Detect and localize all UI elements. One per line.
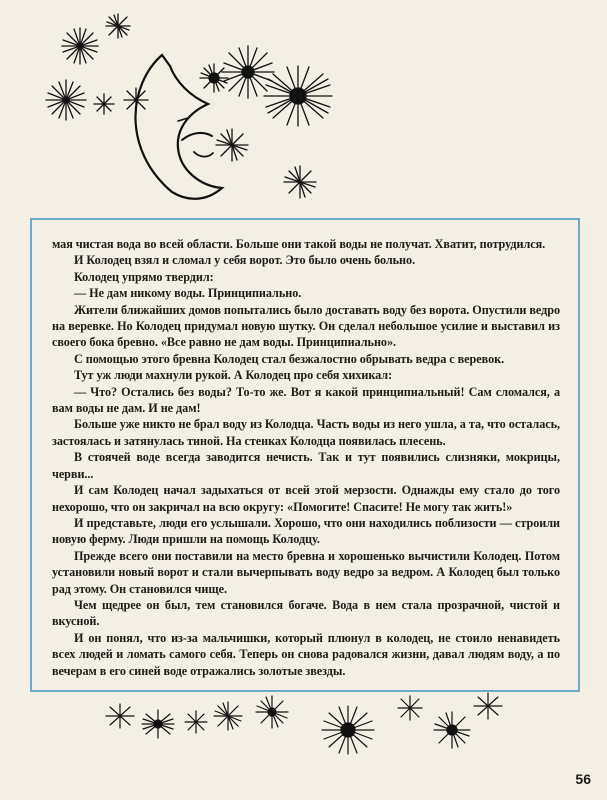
- paragraph: И представьте, люди его услышали. Хорошо, что они находились поблизости — строили новую ферму. Люди пришли на помощь Колодцу.: [52, 515, 560, 547]
- paragraph: И Колодец взял и сломал у себя ворот. Это было очень больно.: [74, 253, 416, 268]
- star-icon: [106, 704, 134, 728]
- star-icon: [398, 696, 422, 720]
- star-icon: [284, 166, 316, 198]
- paragraph: — Не дам никому воды. Принципиально.: [74, 286, 302, 301]
- star-icon: [216, 129, 248, 161]
- paragraph: Чем щедрее он был, тем становился богаче. Вода в нем стала прозрачной, чистой и вкусной.: [52, 597, 560, 629]
- paragraph: Жители ближайших домов попытались было доставать воду без ворота. Опустили ведро на веревке. Но Колодец придумал новую шутку. Он сделал небольшое усилие и выставил из своего бока бревно. «Все равно не дам воды. Принципиально».: [52, 302, 560, 350]
- paragraph: Прежде всего они поставили на место бревна и хорошенько вычистили Колодец. Потом установили новый ворот и стали вычерпывать воду ведро за ведром. А Колодец был только рад этому. Он становился чище.: [52, 548, 560, 596]
- paragraph: И он понял, что из-за мальчишки, который плюнул в колодец, не стоило ненавидеть всех людей и ломать самого себя. Теперь он снова радовался жизни, давал людям воду, а по вечерам в его синей воде отражались золотые звезды.: [52, 630, 560, 678]
- moon-and-stars-illustration: [0, 0, 607, 215]
- paragraph: И сам Колодец начал задыхаться от всей этой мерзости. Однажды ему стало до того нехорошо, что он закричал на всю округу: «Помогите! Спасите! Не могу так жить!»: [52, 483, 560, 514]
- star-icon: [124, 88, 148, 112]
- paragraph: С помощью этого бревна Колодец стал безжалостно обрывать ведра с веревок.: [74, 351, 505, 366]
- paragraph: мая чистая вода во всей области. Больше они такой воды не получат. Хватит, потрудился.: [52, 237, 546, 251]
- paragraph: В стоячей воде всегда заводится нечисть. Так и тут появились слизняки, мокрицы, черви...: [52, 450, 560, 481]
- page-number: 56: [575, 771, 591, 787]
- paragraph: — Что? Остались без воды? То-то же. Вот я какой принципиальный! Сам сломался, а вам воды не дам. И не дам!: [52, 384, 560, 416]
- story-text-frame: [30, 218, 580, 692]
- paragraph: Больше уже никто не брал воду из Колодца. Часть воды из него ушла, а та, что осталась, застоялась и затянулась тиной. На стенках Колодца появилась плесень.: [52, 417, 560, 448]
- star-icon: [214, 702, 242, 730]
- paragraph: Тут уж люди махнули рукой. А Колодец про себя хихикал:: [74, 368, 393, 383]
- stars-border-illustration: [0, 680, 607, 775]
- star-icon: [474, 693, 502, 719]
- star-icon: [94, 94, 114, 114]
- paragraph: Колодец упрямо твердил:: [74, 269, 214, 284]
- star-icon: [185, 711, 207, 733]
- star-icon: [46, 80, 86, 120]
- star-icon: [106, 14, 130, 38]
- star-icon: [62, 28, 98, 64]
